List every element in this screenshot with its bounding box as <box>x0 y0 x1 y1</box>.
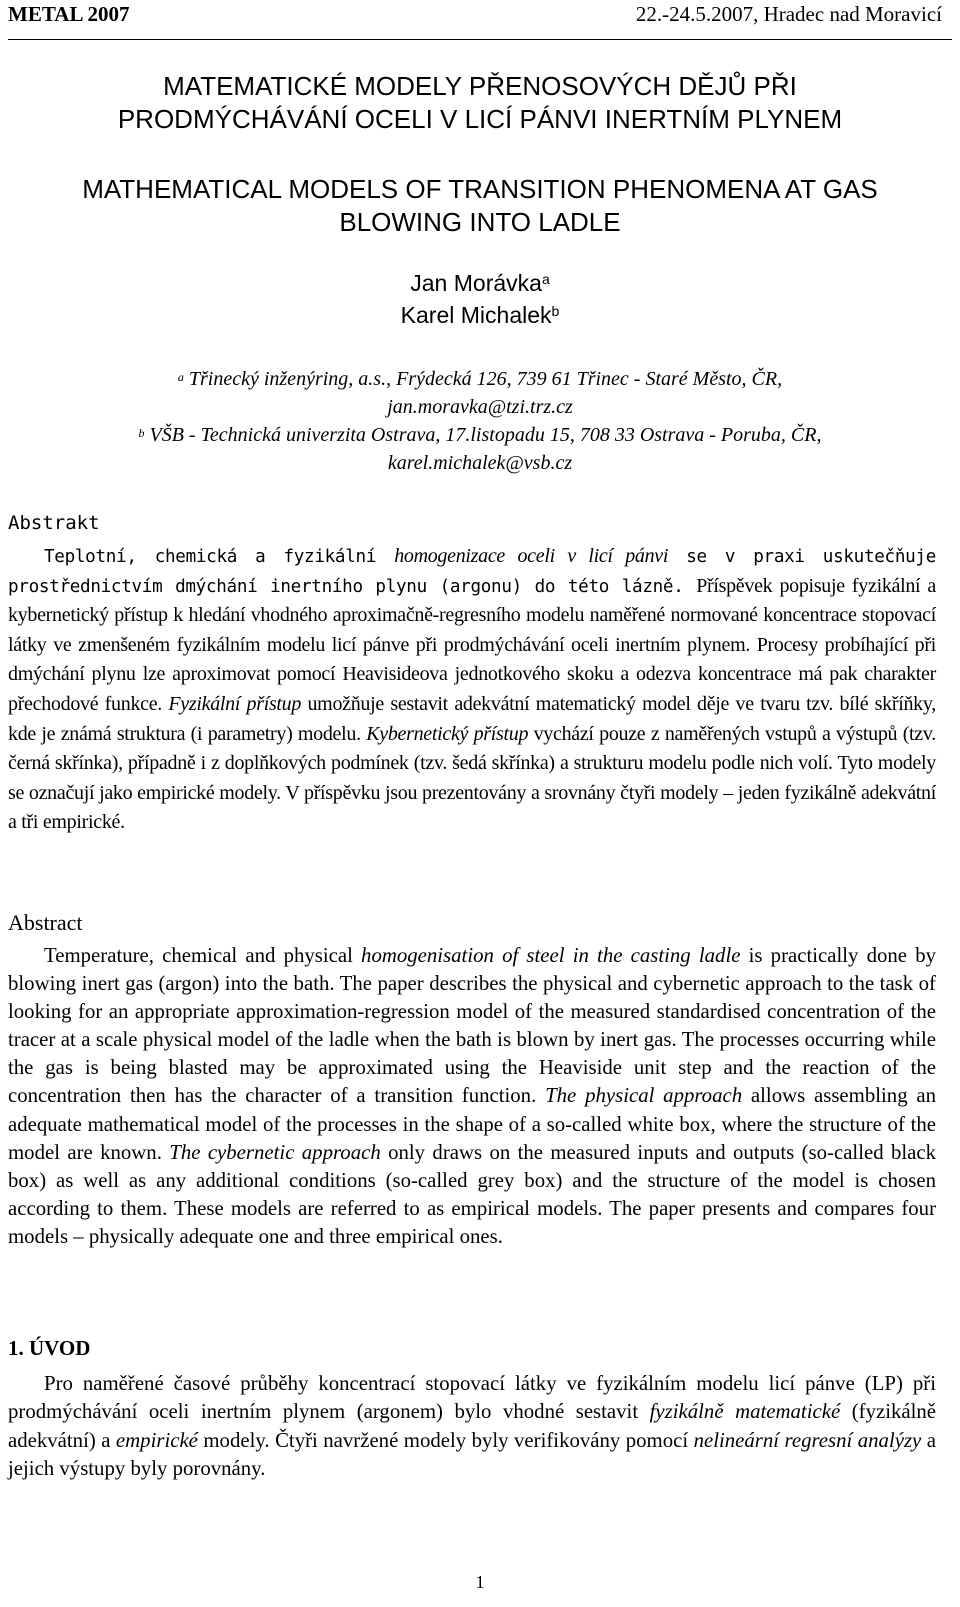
italic-run: The cybernetic approach <box>169 1140 381 1164</box>
italic-run: homogenisation of steel in the casting ladle <box>361 944 741 967</box>
author <box>0 267 960 299</box>
author-list <box>0 267 960 331</box>
affiliations <box>0 365 960 477</box>
affiliation-b <box>0 421 960 449</box>
affiliation-mark: b <box>138 426 145 440</box>
page-number: 1 <box>475 1572 485 1592</box>
author <box>0 299 960 331</box>
title-english <box>0 173 960 239</box>
italic-run: fyzikálně matematické <box>649 1400 841 1424</box>
italic-run: empirické <box>115 1428 198 1452</box>
italic-run: Fyzikální přístup <box>168 692 302 715</box>
title-czech <box>0 70 960 136</box>
title-english-line-2: BLOWING INTO LADLE <box>339 207 621 237</box>
header-rule <box>8 39 952 40</box>
text-run: umožňuje sestavit adekvátní matematický model děje ve tvaru tzv. bílé skříňky, kde je známá struktura (i parametry) modelu. <box>8 692 936 745</box>
author-affiliation-mark: b <box>551 303 560 319</box>
affiliation-mark: a <box>177 370 184 384</box>
abstract-heading: Abstract <box>8 910 83 935</box>
text-run: se v praxi uskutečňuje prostřednictvím dmýchání inertního plynu (argonu) do této lázně. <box>8 547 936 597</box>
author-affiliation-mark: a <box>541 271 550 287</box>
text-run: vychází pouze z naměřených vstupů a výstupů (tzv. černá skřínka), případně i z doplňkových podmínek (tzv. šedá skřínka) a strukturu modelu podle nich volí. Tyto modely se označují jako empirické modely. V příspěvku jsou prezentovány a srovnány čtyři modely – jeden fyzikálně adekvátní a tři empirické. <box>8 722 936 834</box>
text-run: only draws on the measured inputs and outputs (so-called black box) as well as any additional conditions (so-called grey box) and the structure of the model is chosen according to them. These models are referred to as empirical models. The paper presents and compares four models – physically adequate one and three empirical ones. <box>8 1140 936 1248</box>
section-heading-uvod: 1. ÚVOD <box>8 1336 91 1360</box>
title-english-line-1: MATHEMATICAL MODELS OF TRANSITION PHENOMENA AT GAS <box>82 174 878 204</box>
affiliation-text: VŠB - Technická univerzita Ostrava, 17.listopadu 15, 708 33 Ostrava - Poruba, ČR, <box>149 424 822 446</box>
text-run: Temperature, chemical and physical <box>44 944 362 967</box>
conference-name: METAL 2007 <box>8 2 130 26</box>
page-header <box>8 0 952 34</box>
text-run: allows assembling an adequate mathematical model of the processes in the shape of a so-called white box, where the structure of the model are known. <box>8 1084 937 1164</box>
italic-run: Kybernetický přístup <box>366 722 529 745</box>
affiliation-text: Třinecký inženýring, a.s., Frýdecká 126, 739 61 Třinec - Staré Město, ČR, <box>188 368 783 390</box>
conference-date-place: 22.-24.5.2007, Hradec nad Moravicí <box>635 2 942 26</box>
text-run: is practically done by blowing inert gas (argon) into the bath. The paper describes the physical and cybernetic approach to the task of looking for an appropriate approximation-regression model of the measured standardised concentration of the tracer at a scale physical model of the ladle when the bath is blown by inert gas. The processes occurring while the gas is being blasted may be approximated using the Heaviside unit step and the reaction of the concentration then has the character of a transition function. <box>8 944 936 1108</box>
italic-run: The physical approach <box>545 1084 743 1108</box>
text-run: (fyzikálně adekvátní) a <box>8 1400 937 1452</box>
abstrakt-heading: Abstrakt <box>8 512 100 534</box>
affiliation-b-email[interactable]: karel.michalek@vsb.cz <box>387 452 573 474</box>
text-run: Teplotní, chemická a fyzikální <box>44 547 395 567</box>
author-name: Karel Michalek <box>400 302 552 328</box>
text-run: a jejich výstupy byly porovnány. <box>8 1428 936 1480</box>
author-name: Jan Morávka <box>410 270 542 296</box>
abstract-paragraph <box>8 942 936 1251</box>
abstrakt-paragraph <box>8 542 936 838</box>
italic-run: homogenizace oceli v licí pánvi <box>394 545 669 567</box>
text-run: modely. Čtyři navržené modely byly verifikovány pomocí <box>197 1428 694 1452</box>
text-run: Příspěvek popisuje fyzikální a kybernetický přístup k hledání vhodného aproximačně-regresního modelu naměřené normované koncentrace stopovací látky ve zmenšeném fyzikálním modelu licí pánve při prodmýchávání oceli inertním plynem. Procesy probíhající při dmýchání plynu lze aproximovat pomocí Heavisideova jednotkového skoku a odezva koncentrace má pak charakter přechodové funkce. <box>8 574 936 715</box>
affiliation-a-email[interactable]: jan.moravka@tzi.trz.cz <box>387 396 573 418</box>
text-run: Pro naměřené časové průběhy koncentrací stopovací látky ve fyzikálním modelu licí pánve (LP) při prodmýchávání oceli inertním plynem (argonem) bylo vhodné sestavit <box>8 1372 936 1424</box>
affiliation-a <box>0 365 960 393</box>
italic-run: nelineární regresní analýzy <box>693 1428 922 1452</box>
title-czech-line-2: PRODMÝCHÁVÁNÍ OCELI V LICÍ PÁNVI INERTNÍM PLYNEM <box>117 104 843 134</box>
title-czech-line-1: MATEMATICKÉ MODELY PŘENOSOVÝCH DĚJŮ PŘI <box>163 71 797 101</box>
uvod-paragraph <box>8 1370 936 1483</box>
